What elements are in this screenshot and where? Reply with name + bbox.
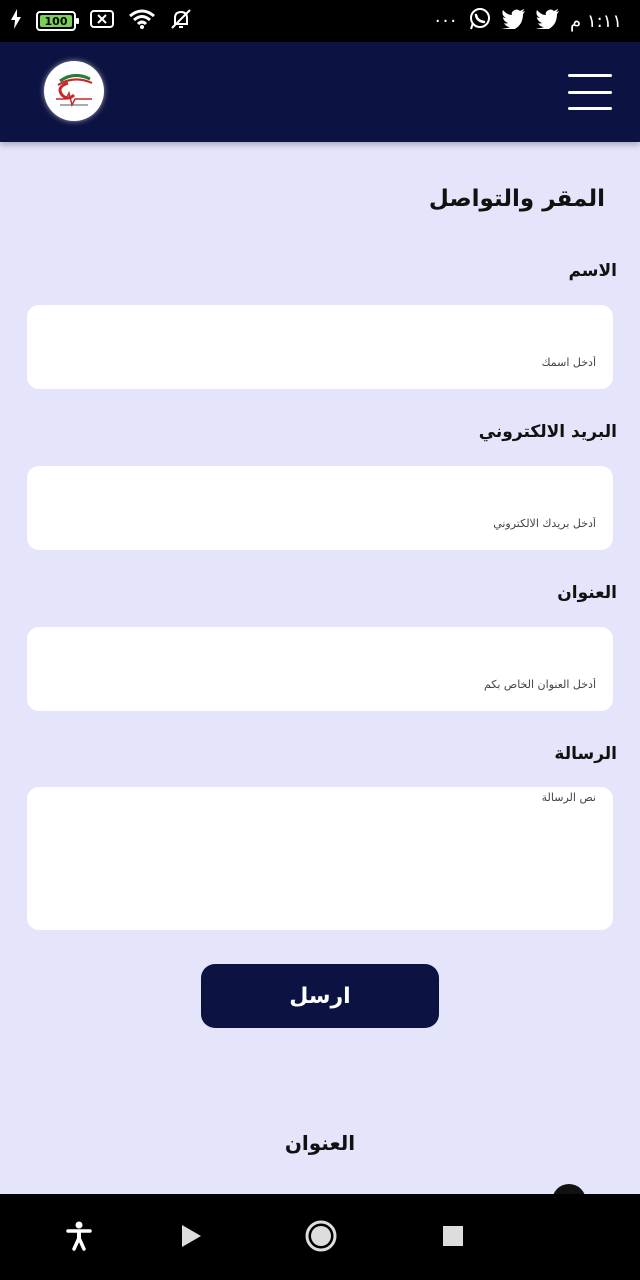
name-label: الاسم	[568, 261, 617, 281]
name-field[interactable]	[27, 305, 613, 389]
message-label: الرسالة	[554, 744, 617, 764]
wifi-icon	[128, 8, 156, 34]
email-label: البريد الالكتروني	[478, 422, 617, 442]
address-label: العنوان	[557, 583, 617, 603]
twitter-icon	[536, 9, 560, 33]
address-section-heading: العنوان	[284, 1131, 356, 1155]
menu-line	[568, 107, 612, 110]
menu-line	[568, 91, 612, 94]
hamburger-menu-icon[interactable]	[568, 74, 612, 110]
app-header	[0, 42, 640, 142]
status-bar	[0, 0, 640, 42]
more-notifications-dots: ···	[434, 10, 459, 32]
twitter-icon	[502, 9, 526, 33]
sim-off-icon	[90, 9, 114, 33]
system-nav-bar	[0, 1194, 640, 1280]
address-field[interactable]	[27, 627, 613, 711]
section-title: المقر والتواصل	[428, 186, 605, 212]
accessibility-icon[interactable]	[57, 1214, 101, 1258]
play-icon[interactable]	[169, 1214, 213, 1258]
association-logo[interactable]	[44, 61, 104, 121]
menu-line	[568, 74, 612, 77]
message-field[interactable]	[27, 787, 613, 930]
battery-icon	[36, 11, 76, 31]
whatsapp-icon	[468, 7, 492, 35]
bell-off-icon	[170, 8, 192, 34]
home-circle-icon[interactable]	[299, 1214, 343, 1258]
status-time: ١:١١ م	[570, 10, 622, 32]
email-field[interactable]	[27, 466, 613, 550]
charging-icon	[10, 9, 22, 33]
status-icons-right	[435, 8, 622, 34]
stop-square-icon[interactable]	[431, 1214, 475, 1258]
status-icons-left	[10, 8, 192, 34]
battery-level: 100	[40, 15, 72, 27]
submit-button[interactable]: ارسل	[201, 964, 439, 1028]
